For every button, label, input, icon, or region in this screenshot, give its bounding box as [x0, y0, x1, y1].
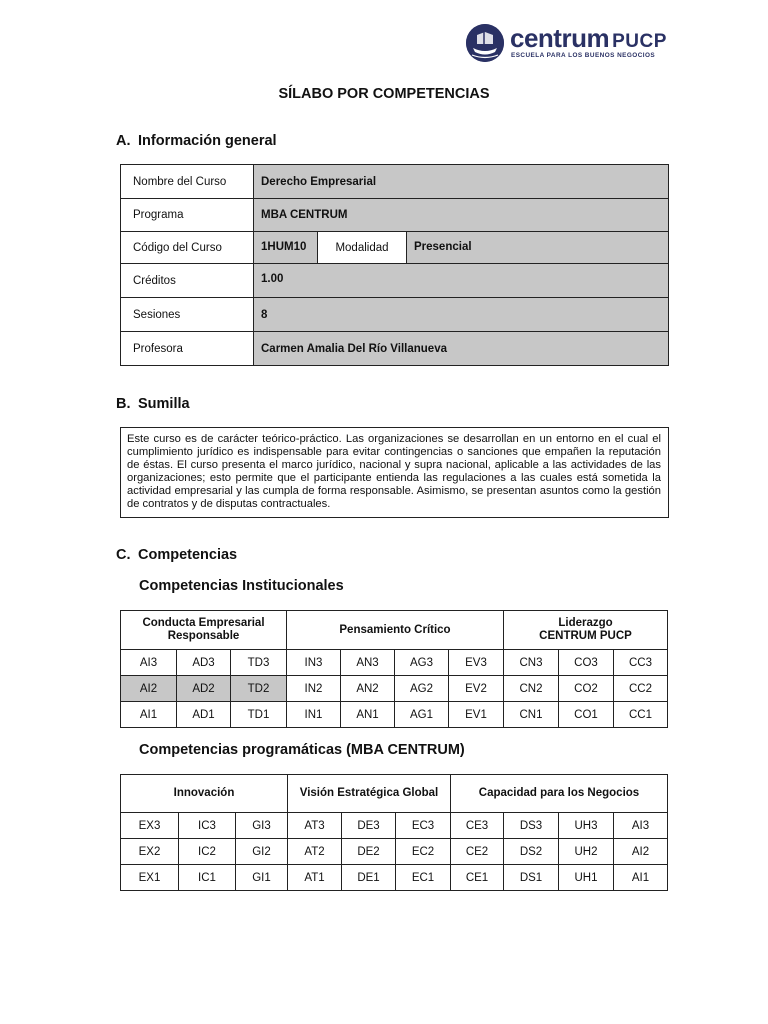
modality-label: Modalidad: [318, 232, 407, 264]
table-cell-highlighted: TD2: [231, 676, 287, 702]
centrum-pucp-logo: [466, 24, 666, 64]
table-cell: UH3: [559, 813, 614, 839]
program-value: MBA CENTRUM: [254, 199, 669, 232]
group-header-conducta: Conducta Empresarial Responsable: [121, 611, 287, 650]
table-cell: CN2: [504, 676, 559, 702]
institutional-competencies-table: [120, 610, 668, 728]
table-cell: IN3: [287, 650, 341, 676]
sessions-value: 8: [254, 298, 669, 332]
programmatic-competencies-heading: Competencias programáticas (MBA CENTRUM): [139, 742, 465, 758]
professor-value: Carmen Amalia Del Río Villanueva: [254, 332, 669, 366]
table-cell: AN3: [341, 650, 395, 676]
table-cell: EV2: [449, 676, 504, 702]
table-row: [121, 298, 669, 332]
table-row: [121, 332, 669, 366]
table-cell: AI2: [614, 839, 668, 865]
table-cell-highlighted: AI2: [121, 676, 177, 702]
table-row: [121, 650, 668, 676]
table-row: [121, 165, 669, 199]
table-cell: AT2: [288, 839, 342, 865]
table-cell: AN2: [341, 676, 395, 702]
table-row: [121, 813, 668, 839]
table-cell: DS1: [504, 865, 559, 891]
section-a-heading: A. Información general: [116, 133, 277, 149]
logo-tagline: ESCUELA PARA LOS BUENOS NEGOCIOS: [511, 52, 656, 59]
table-cell: CC3: [614, 650, 668, 676]
table-cell: GI1: [236, 865, 288, 891]
course-name-value: Derecho Empresarial: [254, 165, 669, 199]
table-cell: DE1: [342, 865, 396, 891]
group-header-vision: Visión Estratégica Global: [288, 775, 451, 813]
table-cell: AG3: [395, 650, 449, 676]
course-code-value: 1HUM10: [254, 232, 318, 264]
table-cell: CC1: [614, 702, 668, 728]
table-cell: IN1: [287, 702, 341, 728]
table-cell: EV3: [449, 650, 504, 676]
institutional-competencies-heading: Competencias Institucionales: [139, 578, 344, 594]
table-row: [121, 839, 668, 865]
table-cell: EC1: [396, 865, 451, 891]
credits-label: Créditos: [121, 264, 254, 298]
program-label: Programa: [121, 199, 254, 232]
table-cell: IC1: [179, 865, 236, 891]
table-cell: AI1: [614, 865, 668, 891]
table-cell: AT1: [288, 865, 342, 891]
section-b-heading: B. Sumilla: [116, 396, 190, 412]
table-cell: AD1: [177, 702, 231, 728]
table-row: [121, 702, 668, 728]
table-cell: UH2: [559, 839, 614, 865]
table-row: [121, 199, 669, 232]
table-cell: AN1: [341, 702, 395, 728]
table-row: [121, 264, 669, 298]
table-cell: CN1: [504, 702, 559, 728]
table-cell: DS2: [504, 839, 559, 865]
group-header-innovacion: Innovación: [121, 775, 288, 813]
table-row: [121, 676, 668, 702]
table-cell: AD3: [177, 650, 231, 676]
table-cell: AI3: [614, 813, 668, 839]
table-cell: AG2: [395, 676, 449, 702]
table-cell: CC2: [614, 676, 668, 702]
general-info-table: [120, 164, 669, 366]
table-cell: DE2: [342, 839, 396, 865]
table-cell: CE3: [451, 813, 504, 839]
course-code-label: Código del Curso: [121, 232, 254, 264]
table-cell: CE2: [451, 839, 504, 865]
table-cell: EX3: [121, 813, 179, 839]
group-header-pensamiento: Pensamiento Crítico: [287, 611, 504, 650]
table-cell: CO1: [559, 702, 614, 728]
document-title: SÍLABO POR COMPETENCIAS: [278, 86, 490, 102]
table-cell: GI3: [236, 813, 288, 839]
table-cell: IC2: [179, 839, 236, 865]
table-cell: EC3: [396, 813, 451, 839]
table-row: [121, 232, 669, 264]
table-cell: AI3: [121, 650, 177, 676]
ship-emblem-icon: [466, 24, 504, 62]
sessions-label: Sesiones: [121, 298, 254, 332]
table-cell: IN2: [287, 676, 341, 702]
group-header-capacidad: Capacidad para los Negocios: [451, 775, 668, 813]
table-cell: AG1: [395, 702, 449, 728]
table-header-row: [121, 775, 668, 813]
course-name-label: Nombre del Curso: [121, 165, 254, 199]
table-cell-highlighted: AD2: [177, 676, 231, 702]
table-cell: TD1: [231, 702, 287, 728]
table-row: [121, 865, 668, 891]
section-c-heading: C. Competencias: [116, 547, 238, 563]
table-cell: CN3: [504, 650, 559, 676]
table-cell: CE1: [451, 865, 504, 891]
table-cell: AI1: [121, 702, 177, 728]
programmatic-competencies-table: [120, 774, 668, 891]
table-cell: CO3: [559, 650, 614, 676]
table-cell: EC2: [396, 839, 451, 865]
table-cell: EX2: [121, 839, 179, 865]
table-cell: GI2: [236, 839, 288, 865]
table-cell: TD3: [231, 650, 287, 676]
table-cell: EV1: [449, 702, 504, 728]
table-header-row: [121, 611, 668, 650]
table-cell: AT3: [288, 813, 342, 839]
table-cell: EX1: [121, 865, 179, 891]
table-cell: CO2: [559, 676, 614, 702]
table-cell: DS3: [504, 813, 559, 839]
professor-label: Profesora: [121, 332, 254, 366]
table-cell: DE3: [342, 813, 396, 839]
table-cell: IC3: [179, 813, 236, 839]
table-cell: UH1: [559, 865, 614, 891]
group-header-liderazgo: Liderazgo CENTRUM PUCP: [504, 611, 668, 650]
modality-value: Presencial: [407, 232, 669, 264]
sumilla-text: Este curso es de carácter teórico-práctico. Las organizaciones se desarrollan en un entorno en el cual el cumplimiento jurídico es indispensable para evitar contingencias o sanciones que empañen la reputación de éstas. El curso presenta el marco jurídico, nacional y supra nacional, aplicable a las actividades de las organizaciones; esto permite que el participante entienda las regulaciones a las cuales está sometida la actividad empresarial y las cumpla de forma responsable. Asimismo, se presentan asuntos como la gestión de contratos y de disputas contractuales.: [120, 427, 669, 518]
credits-value: 1.00: [254, 264, 669, 298]
logo-wordmark: centrum PUCP: [510, 23, 667, 53]
